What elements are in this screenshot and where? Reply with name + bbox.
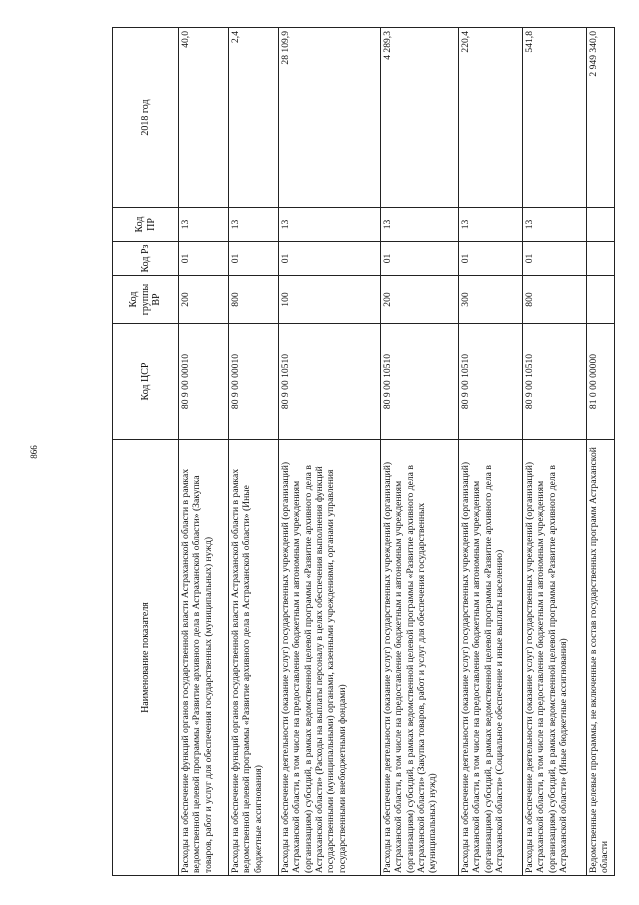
row-csr: 80 9 00 10510 <box>459 324 523 440</box>
row-pr: 13 <box>381 208 459 242</box>
rotated-document-content <box>112 28 611 876</box>
budget-table <box>112 27 615 876</box>
row-rz: 01 <box>279 242 381 276</box>
row-amount: 220,4 <box>459 28 523 208</box>
row-pr: 13 <box>279 208 381 242</box>
row-name: Ведомственные целевые программы, не включенные в состав государственных программ Астраханской области <box>587 440 615 876</box>
row-rz <box>587 242 615 276</box>
row-rz: 01 <box>229 242 279 276</box>
row-vr: 200 <box>179 276 229 324</box>
page-number: 866 <box>29 445 39 459</box>
row-csr: 80 9 00 10510 <box>279 324 381 440</box>
row-amount: 40,0 <box>179 28 229 208</box>
table-row <box>523 28 587 876</box>
table-header-row <box>113 28 179 876</box>
row-name: Расходы на обеспечение деятельности (оказание услуг) государственных учреждений (организаций) Астраханской области, в том числе на предоставление бюджетным и автономным учреждениям (организациям) субсидий, в рамках ведомственной целевой программы «Развитие архивного дела в Астраханской области» (Иные бюджетные ассигнования) <box>523 440 587 876</box>
row-amount: 28 109,9 <box>279 28 381 208</box>
row-rz: 01 <box>459 242 523 276</box>
table-row <box>381 28 459 876</box>
row-amount: 4 289,3 <box>381 28 459 208</box>
row-name: Расходы на обеспечение функций органов государственной власти Астраханской области в рамках ведомственной целевой программы «Развитие архивного дела в Астраханской области» (Закупка товаров, работ и услуг для обеспечения государственных (муниципальных) нужд) <box>179 440 229 876</box>
header-name: Наименование показателя <box>113 440 179 876</box>
row-name: Расходы на обеспечение функций органов государственной власти Астраханской области в рамках ведомственной целевой программы «Развитие архивного дела в Астраханской области» (Иные бюджетные ассигнования) <box>229 440 279 876</box>
table-row <box>229 28 279 876</box>
row-name: Расходы на обеспечение деятельности (оказание услуг) государственных учреждений (организаций) Астраханской области, в том числе на предоставление бюджетным и автономным учреждениям (организациям) субсидий, в рамках ведомственной целевой программы «Развитие архивного дела в Астраханской области» (Закупка товаров, работ и услуг для обеспечения государственных (муниципальных) нужд) <box>381 440 459 876</box>
header-csr: Код ЦСР <box>113 324 179 440</box>
row-amount: 2,4 <box>229 28 279 208</box>
table-row <box>279 28 381 876</box>
row-vr: 300 <box>459 276 523 324</box>
row-pr: 13 <box>229 208 279 242</box>
row-vr: 800 <box>229 276 279 324</box>
row-rz: 01 <box>381 242 459 276</box>
row-csr: 80 9 00 10510 <box>381 324 459 440</box>
row-csr: 80 9 00 00010 <box>179 324 229 440</box>
header-vr: Код группы ВР <box>113 276 179 324</box>
row-rz: 01 <box>523 242 587 276</box>
table-row <box>587 28 615 876</box>
row-csr: 81 0 00 00000 <box>587 324 615 440</box>
row-vr: 800 <box>523 276 587 324</box>
row-pr: 13 <box>179 208 229 242</box>
row-amount: 2 949 340,0 <box>587 28 615 208</box>
table-row <box>459 28 523 876</box>
row-vr: 100 <box>279 276 381 324</box>
row-pr: 13 <box>523 208 587 242</box>
row-vr <box>587 276 615 324</box>
header-pr: Код ПР <box>113 208 179 242</box>
row-csr: 80 9 00 10510 <box>523 324 587 440</box>
table-row <box>179 28 229 876</box>
row-rz: 01 <box>179 242 229 276</box>
row-pr <box>587 208 615 242</box>
row-amount: 541,8 <box>523 28 587 208</box>
header-rz: Код Рз <box>113 242 179 276</box>
row-name: Расходы на обеспечение деятельности (оказание услуг) государственных учреждений (организаций) Астраханской области, в том числе на предоставление бюджетным и автономным учреждениям (организациям) субсидий, в рамках ведомственной целевой программы «Развитие архивного дела в Астраханской области» (Социальное обеспечение и иные выплаты населению) <box>459 440 523 876</box>
row-name: Расходы на обеспечение деятельности (оказание услуг) государственных учреждений (организаций) Астраханской области, в том числе на предоставление бюджетным и автономным учреждениям (организациям) субсидий, в рамках ведомственной целевой программы «Развитие архивного дела в Астраханской области» (Расходы на выплаты персоналу в целях обеспечения выполнения функций государственными (муниципальными) органами, казенными учреждениями, органами управления государственными внебюджетными фондами) <box>279 440 381 876</box>
row-vr: 200 <box>381 276 459 324</box>
header-amount: 2018 год <box>113 28 179 208</box>
row-csr: 80 9 00 00010 <box>229 324 279 440</box>
row-pr: 13 <box>459 208 523 242</box>
